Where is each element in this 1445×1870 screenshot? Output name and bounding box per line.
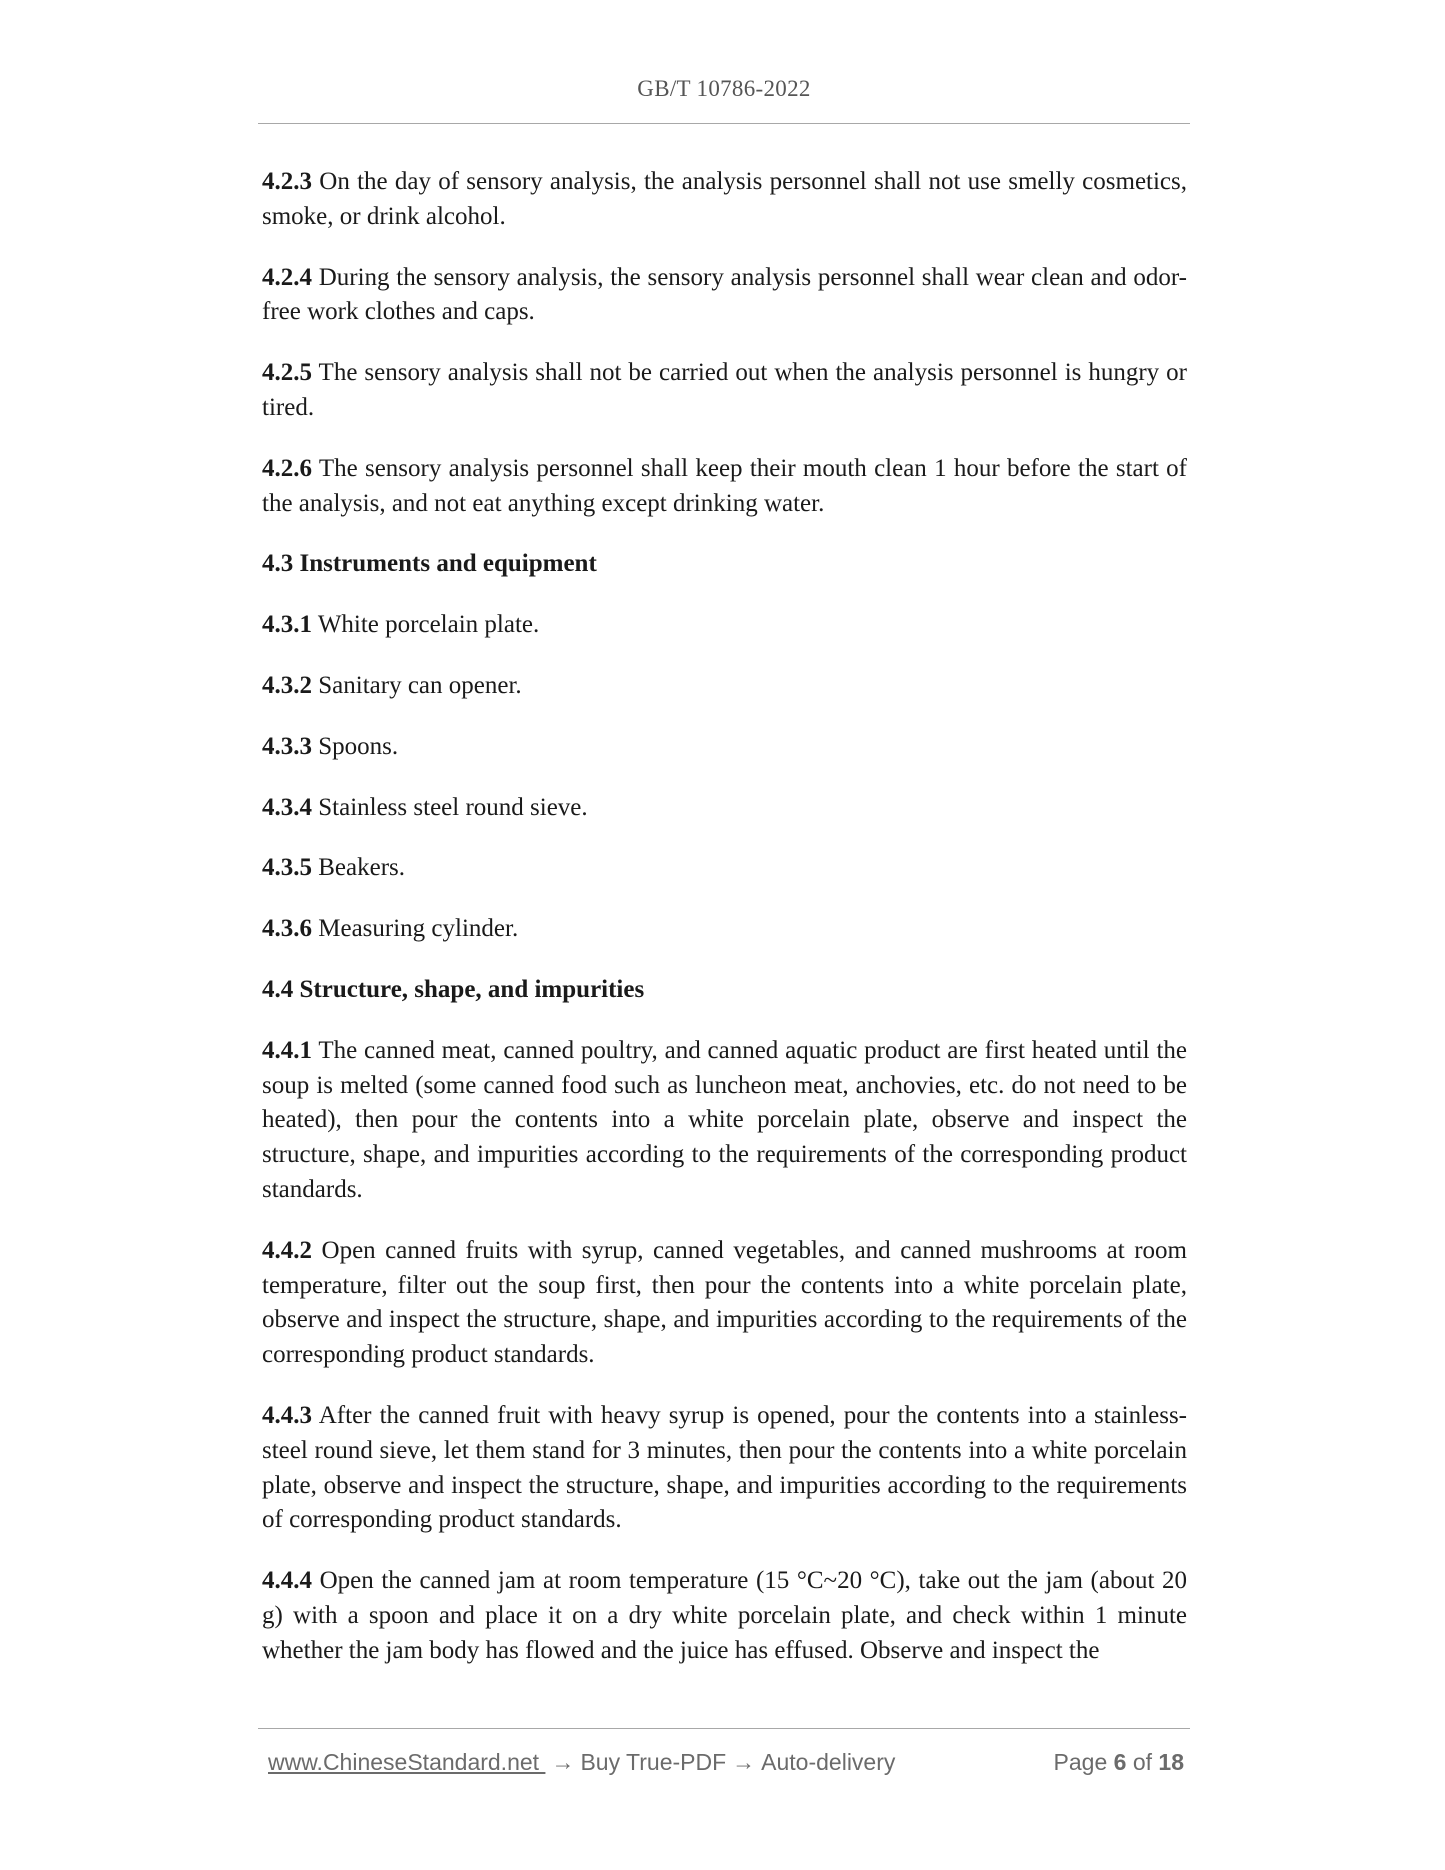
clause-text: Measuring cylinder. <box>318 915 519 943</box>
clause-text: Open canned fruits with syrup, canned vegetables, and canned mushrooms at room temperature, filter out the soup first, then pour the contents into a white porcelain plate, observe and inspect the structure, shape, and impurities according to the requirements of the corresponding product standards. <box>262 1236 1187 1369</box>
clause-number: 4.3.4 <box>262 793 312 821</box>
clause-number: 4.3.5 <box>262 854 312 882</box>
clause-text: Open the canned jam at room temperature (15 °C~20 °C), take out the jam (about 20 g) with a spoon and place it on a dry white porcelain plate, and check within 1 minute whether the jam body has flowed and the juice has effused. Observe and inspect the <box>262 1567 1188 1664</box>
clause-4-3-1 <box>262 608 1187 643</box>
clause-text: After the canned fruit with heavy syrup is opened, pour the contents into a stainless-steel round sieve, let them stand for 3 minutes, then pour the contents into a white porcelain plate, observe and inspect the structure, shape, and impurities according to the requirements of corresponding product standards. <box>262 1401 1188 1534</box>
clause-number: 4.3.2 <box>262 671 312 699</box>
clause-number: 4.2.3 <box>262 168 312 195</box>
clause-text: On the day of sensory analysis, the analysis personnel shall not use smelly cosmetics, smoke, or drink alcohol. <box>262 168 1188 230</box>
page-current: 6 <box>1113 1749 1127 1775</box>
buy-true-pdf-link[interactable]: Buy True-PDF <box>580 1749 727 1775</box>
page-of: of <box>1132 1749 1153 1775</box>
section-heading-4-3: 4.3 Instruments and equipment <box>262 550 597 578</box>
clause-4-2-4 <box>262 261 1187 331</box>
document-body <box>262 165 1187 1695</box>
clause-4-3-2 <box>262 669 1187 704</box>
clause-text: White porcelain plate. <box>317 611 540 639</box>
clause-text: Beakers. <box>318 854 406 882</box>
page-number <box>1054 1749 1184 1776</box>
clause-4-2-5 <box>262 356 1187 426</box>
footer-divider <box>258 1728 1190 1729</box>
clause-4-3-4 <box>262 791 1187 826</box>
clause-text: During the sensory analysis, the sensory analysis personnel shall wear clean and odor-free work clothes and caps. <box>262 263 1187 326</box>
clause-4-3-3 <box>262 730 1187 765</box>
clause-4-2-3 <box>262 165 1187 235</box>
website-link[interactable]: www.ChineseStandard.net <box>268 1749 546 1775</box>
arrow-right-icon: → <box>732 1749 756 1775</box>
clause-number: 4.4.3 <box>262 1401 312 1429</box>
clause-4-4-4 <box>262 1564 1187 1668</box>
clause-number: 4.4.2 <box>262 1236 312 1264</box>
clause-number: 4.2.5 <box>262 359 312 387</box>
clause-text: The canned meat, canned poultry, and canned aquatic product are first heated until the soup is melted (some canned food such as luncheon meat, anchovies, etc. do not need to be heated), then pour the contents into a white porcelain plate, observe and inspect the structure, shape, and impurities according to the requirements of the corresponding product standards. <box>262 1036 1187 1203</box>
page-total: 18 <box>1158 1749 1184 1775</box>
clause-number: 4.4.4 <box>262 1567 312 1595</box>
page-footer <box>268 1749 1184 1783</box>
clause-text: Spoons. <box>318 732 399 760</box>
document-header: GB/T 10786-2022 <box>637 76 811 101</box>
header-divider <box>258 123 1190 124</box>
clause-number: 4.3.6 <box>262 915 312 943</box>
clause-4-4-2 <box>262 1234 1187 1373</box>
clause-text: The sensory analysis shall not be carried out when the analysis personnel is hungry or tired. <box>262 359 1187 421</box>
section-heading-4-4: 4.4 Structure, shape, and impurities <box>262 975 645 1003</box>
clause-number: 4.2.6 <box>262 454 312 482</box>
arrow-right-icon: → <box>551 1749 575 1775</box>
clause-4-2-6 <box>262 452 1187 522</box>
clause-number: 4.3.3 <box>262 732 312 760</box>
clause-number: 4.3.1 <box>262 611 312 639</box>
page-label: Page <box>1053 1749 1108 1775</box>
footer-links <box>268 1749 895 1776</box>
clause-text: Sanitary can opener. <box>318 671 522 699</box>
clause-4-4-3 <box>262 1399 1187 1538</box>
clause-4-4-1 <box>262 1034 1187 1208</box>
auto-delivery-text: Auto-delivery <box>761 1749 896 1775</box>
clause-text: Stainless steel round sieve. <box>318 793 588 821</box>
clause-number: 4.4.1 <box>262 1036 312 1064</box>
clause-text: The sensory analysis personnel shall keep their mouth clean 1 hour before the start of the analysis, and not eat anything except drinking water. <box>262 454 1187 517</box>
clause-4-3-6 <box>262 912 1187 947</box>
clause-number: 4.2.4 <box>262 263 312 291</box>
clause-4-3-5 <box>262 851 1187 886</box>
